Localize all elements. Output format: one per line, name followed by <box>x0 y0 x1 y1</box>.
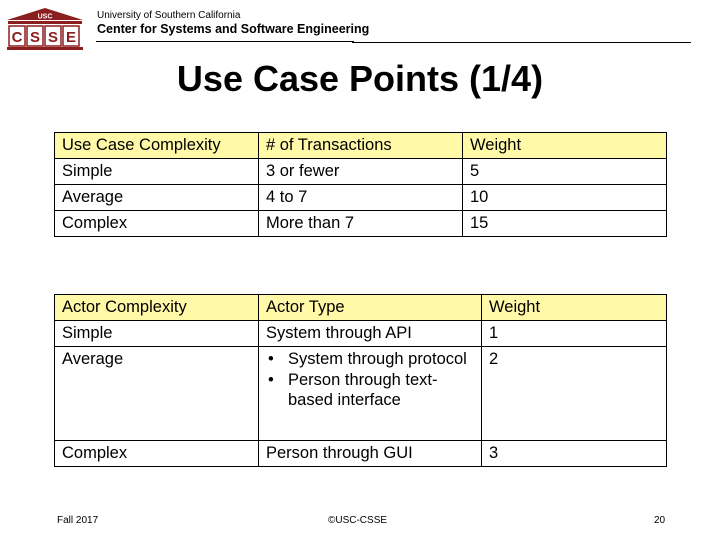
logo-letter-s2: S <box>47 29 59 46</box>
list-item: • Person through text-based interface <box>266 370 474 411</box>
header-cell: # of Transactions <box>259 133 463 159</box>
usc-csse-logo <box>4 6 86 52</box>
actor-type-list <box>266 349 474 411</box>
table-cell: Average <box>55 347 259 441</box>
university-name: University of Southern California <box>97 10 241 21</box>
table-row <box>55 321 667 347</box>
table-row <box>55 159 667 185</box>
table-row <box>55 347 667 441</box>
logo-text: USC <box>37 13 53 21</box>
center-name: Center for Systems and Software Engineering <box>97 22 370 36</box>
actor-complexity-table <box>54 294 667 467</box>
header-cell: Weight <box>482 295 667 321</box>
footer-date: Fall 2017 <box>57 515 99 526</box>
table-cell: 1 <box>482 321 667 347</box>
table-cell: Simple <box>55 159 259 185</box>
header-cell: Actor Complexity <box>55 295 259 321</box>
table-cell: Person through GUI <box>259 441 482 467</box>
header-cell: Weight <box>463 133 667 159</box>
table-cell: Complex <box>55 441 259 467</box>
table-cell: More than 7 <box>259 211 463 237</box>
logo-letter-s1: S <box>29 29 41 46</box>
header-rule-right <box>352 42 691 43</box>
table-row <box>55 211 667 237</box>
footer-copyright: ©USC-CSSE <box>328 515 388 526</box>
table-header-row <box>55 295 667 321</box>
table-cell: 15 <box>463 211 667 237</box>
table-row <box>55 441 667 467</box>
use-case-complexity-table <box>54 132 667 237</box>
slide-title: Use Case Points (1/4) <box>176 58 544 99</box>
table-cell: 3 <box>482 441 667 467</box>
table-cell <box>259 347 482 441</box>
table-cell: 5 <box>463 159 667 185</box>
header-cell: Actor Type <box>259 295 482 321</box>
table-cell: Average <box>55 185 259 211</box>
logo-letter-c: C <box>11 29 23 46</box>
logo-letter-e: E <box>65 29 77 46</box>
table-cell: 4 to 7 <box>259 185 463 211</box>
header-cell: Use Case Complexity <box>55 133 259 159</box>
table-cell: 2 <box>482 347 667 441</box>
table-header-row <box>55 133 667 159</box>
header-rule <box>96 41 354 42</box>
table-cell: Complex <box>55 211 259 237</box>
table-cell: 10 <box>463 185 667 211</box>
list-item: • System through protocol <box>266 349 474 370</box>
table-cell: 3 or fewer <box>259 159 463 185</box>
table-cell: Simple <box>55 321 259 347</box>
table-row <box>55 185 667 211</box>
table-cell: System through API <box>259 321 482 347</box>
page-number: 20 <box>654 515 666 526</box>
